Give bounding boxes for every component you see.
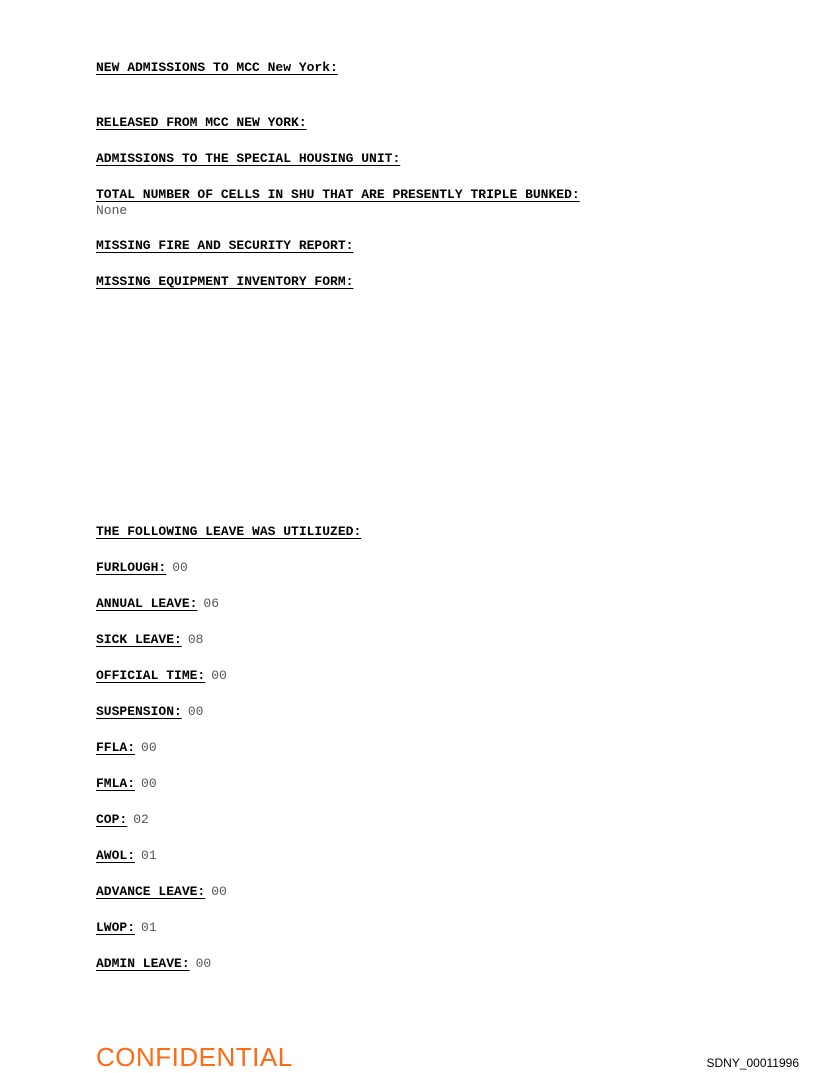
leave-row-advance bbox=[96, 884, 227, 899]
leave-value: 02 bbox=[133, 812, 149, 827]
leave-label: LWOP: bbox=[96, 920, 136, 935]
leave-row-suspension bbox=[96, 704, 203, 719]
released-heading: RELEASED FROM MCC NEW YORK: bbox=[96, 115, 307, 130]
leave-row-sick bbox=[96, 632, 203, 647]
missing-equipment-heading: MISSING EQUIPMENT INVENTORY FORM: bbox=[96, 274, 354, 289]
leave-row-ffla bbox=[96, 740, 157, 755]
triple-bunked-heading: TOTAL NUMBER OF CELLS IN SHU THAT ARE PRESENTLY TRIPLE BUNKED: bbox=[96, 187, 580, 202]
leave-value: 00 bbox=[211, 884, 227, 899]
leave-value: 00 bbox=[141, 740, 157, 755]
leave-label: SICK LEAVE: bbox=[96, 632, 182, 647]
leave-value: 00 bbox=[172, 560, 188, 575]
leave-value: 01 bbox=[141, 920, 157, 935]
leave-row-cop bbox=[96, 812, 149, 827]
missing-fire-heading: MISSING FIRE AND SECURITY REPORT: bbox=[96, 238, 354, 253]
leave-row-lwop bbox=[96, 920, 157, 935]
leave-value: 00 bbox=[195, 956, 212, 971]
leave-value: 00 bbox=[141, 776, 157, 791]
leave-label: FFLA: bbox=[96, 740, 136, 755]
leave-label: ADMIN LEAVE: bbox=[96, 956, 190, 971]
leave-label: ANNUAL LEAVE: bbox=[96, 596, 198, 611]
leave-label: COP: bbox=[96, 812, 128, 827]
leave-label: SUSPENSION: bbox=[96, 704, 182, 719]
leave-value: 06 bbox=[203, 596, 220, 611]
leave-label: ADVANCE LEAVE: bbox=[96, 884, 206, 899]
leave-label: FMLA: bbox=[96, 776, 136, 791]
leave-section-title: THE FOLLOWING LEAVE WAS UTILIUZED: bbox=[96, 524, 362, 539]
leave-label: AWOL: bbox=[96, 848, 136, 863]
leave-label: OFFICIAL TIME: bbox=[96, 668, 206, 683]
leave-row-fmla bbox=[96, 776, 157, 791]
leave-row-annual bbox=[96, 596, 219, 611]
leave-value: 08 bbox=[187, 632, 204, 647]
leave-value: 01 bbox=[141, 848, 157, 863]
leave-row-admin bbox=[96, 956, 211, 971]
leave-row-official-time bbox=[96, 668, 227, 683]
confidential-stamp: CONFIDENTIAL bbox=[96, 1042, 293, 1072]
triple-bunked-value: None bbox=[96, 203, 128, 218]
shu-admissions-heading: ADMISSIONS TO THE SPECIAL HOUSING UNIT: bbox=[96, 151, 401, 166]
leave-row-furlough bbox=[96, 560, 188, 575]
bates-number: SDNY_00011996 bbox=[706, 1056, 799, 1070]
leave-value: 00 bbox=[211, 668, 227, 683]
leave-value: 00 bbox=[187, 704, 204, 719]
new-admissions-heading: NEW ADMISSIONS TO MCC New York: bbox=[96, 60, 338, 75]
leave-label: FURLOUGH: bbox=[96, 560, 167, 575]
leave-row-awol bbox=[96, 848, 157, 863]
